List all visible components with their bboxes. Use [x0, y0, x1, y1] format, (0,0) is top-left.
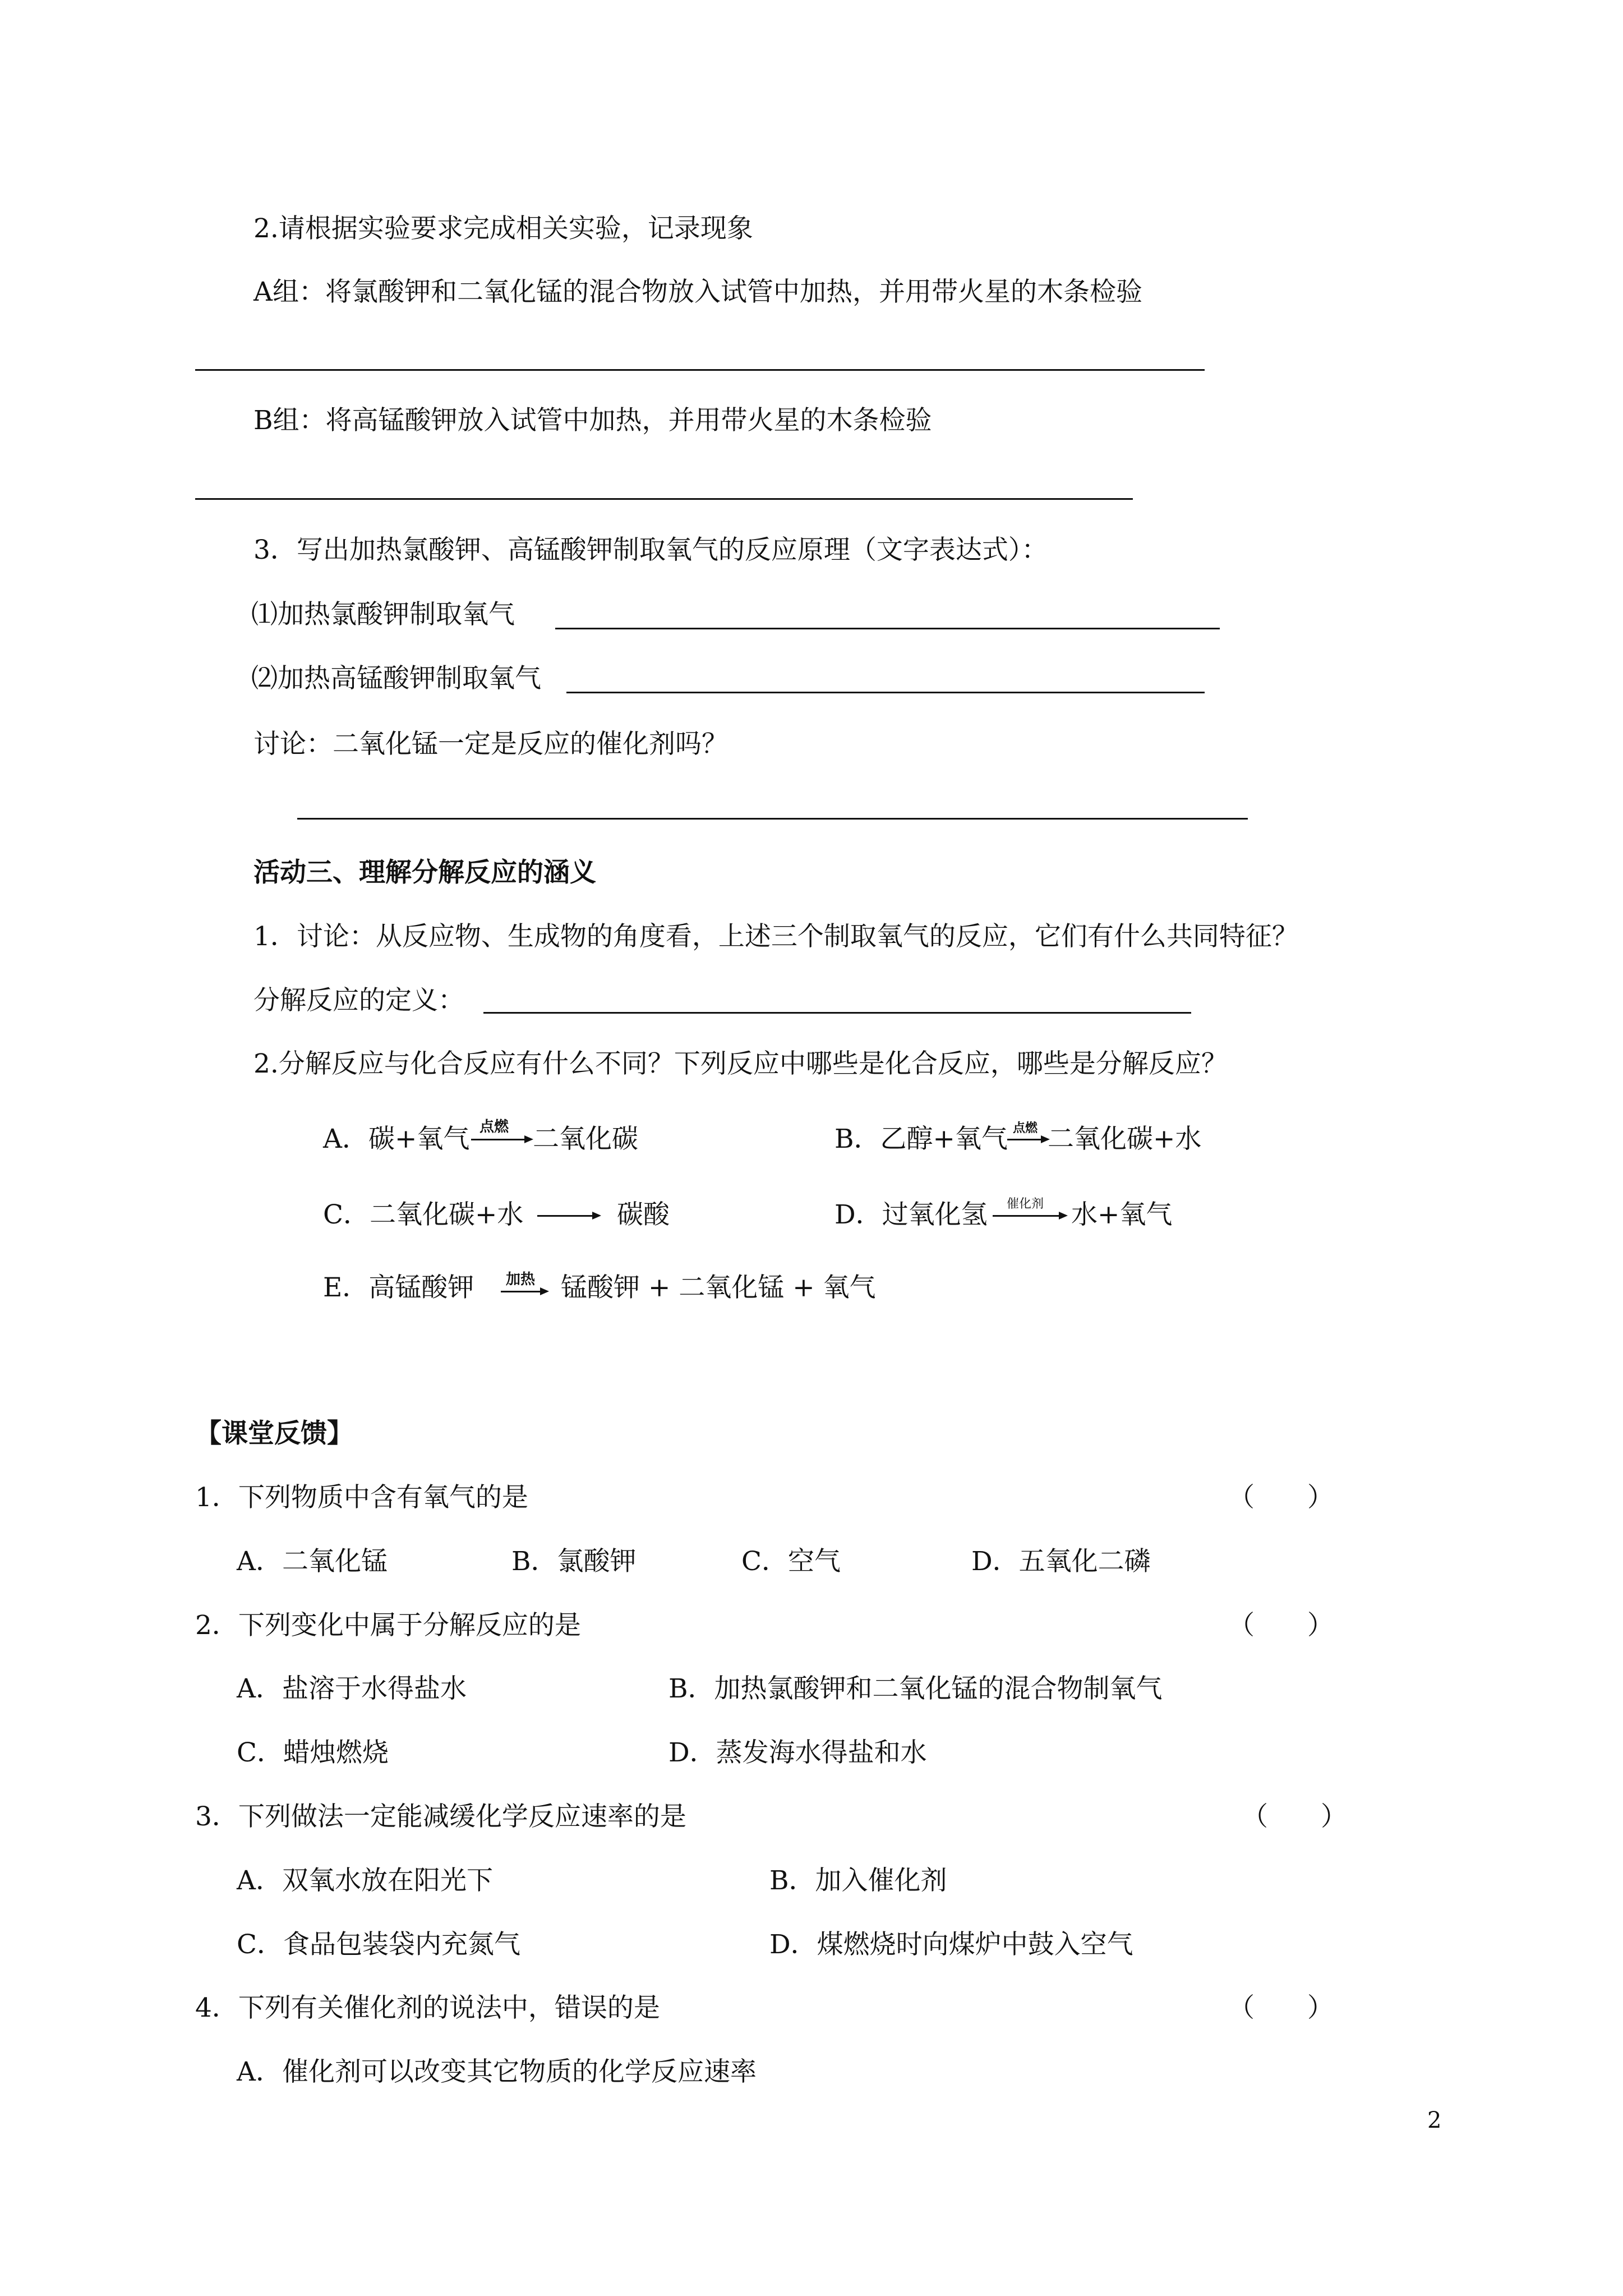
section3-item1: ⑴加热氯酸钾制取氧气	[251, 599, 515, 630]
answer-line-item1[interactable]	[555, 628, 1220, 629]
question-1-option-b[interactable]: B．氯酸钾	[511, 1546, 637, 1577]
question-4-option-a[interactable]: A．催化剂可以改变其它物质的化学反应速率	[237, 2056, 757, 2087]
reaction-d-condition: 催化剂	[1007, 1197, 1044, 1211]
reaction-d-reactants: D．过氧化氢	[834, 1199, 988, 1230]
question-2-option-d[interactable]: D．蒸发海水得盐和水	[668, 1737, 927, 1768]
reaction-b-condition: 点燃	[1013, 1121, 1038, 1135]
reaction-c-product: 碳酸	[617, 1199, 670, 1230]
group-b-text: B组：将高锰酸钾放入试管中加热，并用带火星的木条检验	[253, 405, 932, 436]
reaction-b-reactants: B．乙醇+氧气	[834, 1124, 1008, 1154]
reaction-b-product: 二氧化碳+水	[1048, 1124, 1202, 1154]
answer-line-definition[interactable]	[483, 1012, 1191, 1014]
question-3-option-b[interactable]: B．加入催化剂	[769, 1865, 947, 1896]
question-1-option-a[interactable]: A．二氧化锰	[237, 1546, 388, 1577]
reaction-a-arrow	[471, 1139, 530, 1140]
reaction-d-product: 水+氧气	[1071, 1199, 1173, 1230]
section2-intro: 2.请根据实验要求完成相关实验，记录现象	[253, 213, 753, 244]
question-3-option-a[interactable]: A．双氧水放在阳光下	[237, 1865, 493, 1896]
question-3-option-c[interactable]: C．食品包装袋内充氮气	[237, 1929, 520, 1960]
answer-line-item2[interactable]	[566, 692, 1205, 693]
section3-intro: 3．写出加热氯酸钾、高锰酸钾制取氧气的反应原理（文字表达式）：	[253, 535, 1048, 565]
reaction-c-arrow	[537, 1215, 598, 1217]
reaction-e-condition: 加热	[506, 1271, 536, 1288]
answer-line-group-a[interactable]	[195, 369, 1205, 371]
group-a-text: A组：将氯酸钾和二氧化锰的混合物放入试管中加热，并用带火星的木条检验	[253, 277, 1142, 307]
reaction-a-reactants: A．碳+氧气	[323, 1124, 470, 1154]
reaction-d-arrow	[993, 1215, 1064, 1217]
reaction-b-arrow	[1007, 1139, 1046, 1140]
question-2-option-c[interactable]: C．蜡烛燃烧	[237, 1737, 389, 1768]
reaction-a-condition: 点燃	[479, 1119, 509, 1135]
question-2-stem: 2．下列变化中属于分解反应的是	[195, 1610, 581, 1641]
section3-item2: ⑵加热高锰酸钾制取氧气	[251, 663, 541, 694]
question-1-option-d[interactable]: D．五氧化二磷	[971, 1546, 1151, 1577]
answer-line-group-b[interactable]	[195, 498, 1133, 500]
page-number: 2	[1427, 2108, 1442, 2133]
reaction-e-products: 锰酸钾 + 二氧化锰 + 氧气	[561, 1272, 876, 1303]
activity3-q1: 1．讨论：从反应物、生成物的角度看，上述三个制取氧气的反应，它们有什么共同特征？	[253, 921, 1298, 952]
question-3-answer-bracket[interactable]: （ ）	[1242, 1801, 1347, 1832]
feedback-title: 【课堂反馈】	[195, 1418, 353, 1449]
question-2-option-a[interactable]: A．盐溶于水得盐水	[237, 1673, 467, 1704]
reaction-e-arrow	[501, 1291, 546, 1292]
question-1-stem: 1．下列物质中含有氧气的是	[195, 1482, 528, 1513]
question-2-answer-bracket[interactable]: （ ）	[1228, 1610, 1334, 1641]
definition-label: 分解反应的定义：	[253, 985, 464, 1016]
question-2-option-b[interactable]: B．加热氯酸钾和二氧化锰的混合物制氧气	[668, 1673, 1163, 1704]
question-1-answer-bracket[interactable]: （ ）	[1228, 1482, 1334, 1513]
discussion-question: 讨论：二氧化锰一定是反应的催化剂吗？	[253, 729, 728, 760]
question-4-answer-bracket[interactable]: （ ）	[1228, 1993, 1334, 2023]
question-3-option-d[interactable]: D．煤燃烧时向煤炉中鼓入空气	[769, 1929, 1133, 1960]
reaction-a-product: 二氧化碳	[533, 1124, 638, 1154]
answer-line-discussion[interactable]	[297, 818, 1248, 820]
question-1-option-c[interactable]: C．空气	[741, 1546, 841, 1577]
activity3-q2: 2.分解反应与化合反应有什么不同？下列反应中哪些是化合反应，哪些是分解反应？	[253, 1048, 1228, 1079]
reaction-c-reactants: C．二氧化碳+水	[323, 1199, 524, 1230]
question-3-stem: 3．下列做法一定能减缓化学反应速率的是	[195, 1801, 686, 1832]
question-4-stem: 4．下列有关催化剂的说法中，错误的是	[195, 1993, 660, 2023]
activity3-title: 活动三、理解分解反应的涵义	[253, 857, 596, 888]
reaction-e-reactants: E．高锰酸钾	[323, 1272, 474, 1303]
